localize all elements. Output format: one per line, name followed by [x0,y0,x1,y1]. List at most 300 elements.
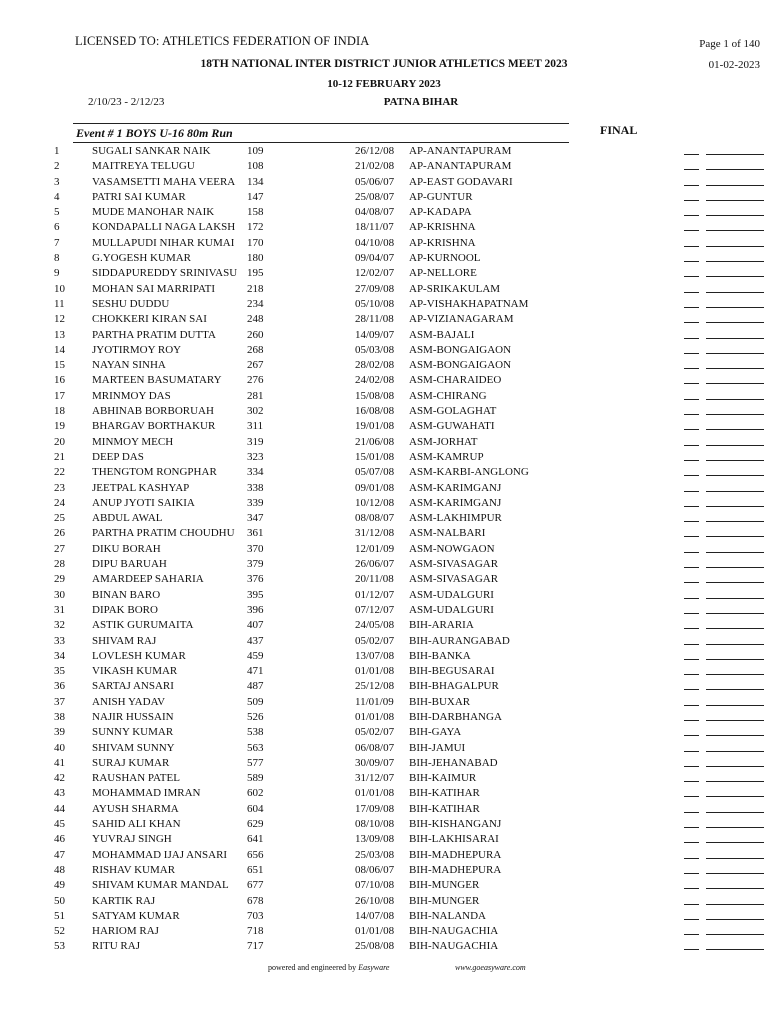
bib-number: 604 [247,802,264,815]
result-blank-long [706,858,764,859]
team-name: BIH-BHAGALPUR [409,680,499,693]
athlete-name: THENGTOM RONGPHAR [92,466,217,479]
result-blank-long [706,491,764,492]
date-of-birth: 13/07/08 [355,649,395,662]
date-of-birth: 01/01/08 [355,787,395,800]
table-row [0,557,768,572]
bib-number: 180 [247,252,264,265]
athlete-name: AYUSH SHARMA [92,802,179,815]
result-blank-short [684,475,699,476]
footer-brand: Easyware [358,963,390,972]
result-blank-long [706,215,764,216]
athlete-name: ANUP JYOTI SAIKIA [92,496,195,509]
result-blank-short [684,414,699,415]
result-blank-long [706,582,764,583]
date-of-birth: 28/11/08 [355,313,394,326]
bib-number: 717 [247,940,264,953]
date-of-birth: 26/06/07 [355,558,395,571]
result-blank-short [684,674,699,675]
row-number: 45 [54,818,65,831]
row-number: 21 [54,450,65,463]
table-row [0,542,768,557]
team-name: ASM-BAJALI [409,328,475,341]
table-row [0,802,768,817]
date-of-birth: 31/12/08 [355,527,395,540]
result-blank-short [684,353,699,354]
bib-number: 361 [247,527,264,540]
team-name: AP-KRISHNA [409,236,476,249]
date-of-birth: 27/09/08 [355,282,395,295]
team-name: AP-NELLORE [409,267,477,280]
bib-number: 589 [247,772,264,785]
row-number: 7 [54,236,60,249]
athlete-name: SHIVAM SUNNY [92,741,175,754]
athlete-name: MOHAN SAI MARRIPATI [92,282,216,295]
team-name: BIH-KATIHAR [409,802,480,815]
table-row [0,205,768,220]
footer-powered: powered and engineered by [268,963,357,972]
row-number: 46 [54,833,65,846]
athlete-name: SURAJ KUMAR [92,756,170,769]
result-blank-short [684,292,699,293]
date-of-birth: 18/11/07 [355,221,394,234]
date-of-birth: 08/06/07 [355,863,395,876]
table-row [0,389,768,404]
result-blank-short [684,705,699,706]
date-of-birth: 12/02/07 [355,267,395,280]
athlete-list [0,144,768,955]
result-blank-short [684,766,699,767]
result-blank-long [706,322,764,323]
row-number: 4 [54,190,60,203]
result-blank-long [706,230,764,231]
row-number: 22 [54,466,65,479]
athlete-name: KONDAPALLI NAGA LAKSH [92,221,236,234]
result-blank-long [706,598,764,599]
result-blank-short [684,200,699,201]
venue: PATNA BIHAR [383,96,459,108]
result-blank-long [706,475,764,476]
result-blank-short [684,613,699,614]
result-blank-long [706,552,764,553]
result-blank-long [706,460,764,461]
result-blank-short [684,399,699,400]
date-of-birth: 08/10/08 [355,818,395,831]
athlete-name: KARTIK RAJ [92,894,156,907]
bib-number: 395 [247,588,264,601]
team-name: BIH-KATIHAR [409,787,480,800]
row-number: 30 [54,588,65,601]
date-of-birth: 01/01/08 [355,710,395,723]
result-blank-long [706,292,764,293]
date-of-birth: 08/08/07 [355,512,395,525]
bib-number: 396 [247,603,264,616]
row-number: 29 [54,573,65,586]
team-name: ASM-UDALGURI [409,603,494,616]
row-number: 1 [54,145,60,157]
team-name: BIH-AURANGABAD [409,634,510,647]
bib-number: 347 [247,512,264,525]
table-row [0,756,768,771]
bib-number: 334 [247,466,264,479]
result-blank-short [684,215,699,216]
table-row [0,297,768,312]
bib-number: 108 [247,160,264,173]
bib-number: 526 [247,710,264,723]
athlete-name: MULLAPUDI NIHAR KUMAI [92,236,235,249]
table-row [0,266,768,281]
table-row [0,817,768,832]
result-blank-long [706,613,764,614]
athlete-name: DIPAK BORO [92,603,158,616]
bib-number: 147 [247,190,264,203]
date-of-birth: 04/08/07 [355,206,395,219]
team-name: BIH-MUNGER [409,894,480,907]
date-of-birth: 07/10/08 [355,879,395,892]
bib-number: 218 [247,282,264,295]
divider [73,123,569,124]
result-blank-long [706,154,764,155]
result-blank-short [684,598,699,599]
result-blank-long [706,307,764,308]
result-blank-short [684,322,699,323]
date-of-birth: 11/01/09 [355,695,394,708]
team-name: BIH-MADHEPURA [409,863,502,876]
row-number: 11 [54,297,65,310]
table-row [0,832,768,847]
date-of-birth: 13/09/08 [355,833,395,846]
result-blank-short [684,338,699,339]
team-name: BIH-KAIMUR [409,772,477,785]
result-blank-short [684,368,699,369]
license-text: LICENSED TO: ATHLETICS FEDERATION OF INDIA [75,34,370,48]
row-number: 2 [54,160,60,173]
table-row [0,618,768,633]
athlete-name: NAJIR HUSSAIN [92,710,174,723]
result-blank-long [706,842,764,843]
row-number: 36 [54,680,65,693]
table-row [0,695,768,710]
athlete-name: YUVRAJ SINGH [92,833,172,846]
table-row [0,465,768,480]
row-number: 14 [54,343,65,356]
bib-number: 487 [247,680,264,693]
result-blank-long [706,338,764,339]
row-number: 41 [54,756,65,769]
athlete-name: DEEP DAS [92,450,144,463]
athlete-name: ABHINAB BORBORUAH [92,405,214,418]
row-number: 12 [54,313,65,326]
team-name: BIH-MADHEPURA [409,848,502,861]
team-name: BIH-ARARIA [409,619,474,632]
table-row [0,634,768,649]
result-blank-short [684,307,699,308]
team-name: BIH-BANKA [409,649,471,662]
bib-number: 651 [247,863,264,876]
result-blank-short [684,429,699,430]
athlete-name: SUNNY KUMAR [92,726,174,739]
date-of-birth: 05/03/08 [355,343,395,356]
date-range: 2/10/23 - 2/12/23 [88,96,165,108]
result-blank-long [706,720,764,721]
team-name: BIH-JAMUI [409,741,466,754]
team-name: BIH-NAUGACHIA [409,940,499,953]
team-name: AP-EAST GODAVARI [409,175,513,188]
result-blank-short [684,858,699,859]
bib-number: 437 [247,634,264,647]
table-row [0,603,768,618]
result-blank-short [684,735,699,736]
bib-number: 641 [247,833,264,846]
row-number: 43 [54,787,65,800]
result-blank-long [706,919,764,920]
result-blank-long [706,812,764,813]
footer-credit [268,963,389,972]
row-number: 26 [54,527,65,540]
date-of-birth: 06/08/07 [355,741,395,754]
date-of-birth: 16/08/08 [355,405,395,418]
result-blank-short [684,628,699,629]
athlete-name: MOHAMMAD IMRAN [92,787,201,800]
athlete-name: PARTHA PRATIM DUTTA [92,328,216,341]
athlete-name: CHOKKERI KIRAN SAI [92,313,207,326]
row-number: 6 [54,221,60,234]
date-of-birth: 25/12/08 [355,680,395,693]
team-name: ASM-KARIMGANJ [409,496,502,509]
athlete-name: SARTAJ ANSARI [92,680,174,693]
date-of-birth: 07/12/07 [355,603,395,616]
row-number: 33 [54,634,65,647]
result-blank-short [684,644,699,645]
table-row [0,771,768,786]
table-row [0,863,768,878]
table-row [0,848,768,863]
date-of-birth: 15/01/08 [355,450,395,463]
athlete-name: RITU RAJ [92,940,140,953]
result-blank-long [706,506,764,507]
result-blank-short [684,460,699,461]
athlete-name: MOHAMMAD IJAJ ANSARI [92,848,228,861]
row-number: 34 [54,649,65,662]
athlete-name: PARTHA PRATIM CHOUDHU [92,527,235,540]
result-blank-long [706,567,764,568]
team-name: BIH-MUNGER [409,879,480,892]
athlete-name: ABDUL AWAL [92,512,163,525]
bib-number: 459 [247,649,264,662]
bib-number: 370 [247,542,264,555]
result-blank-long [706,766,764,767]
row-number: 51 [54,909,65,922]
result-blank-long [706,200,764,201]
athlete-name: DIKU BORAH [92,542,161,555]
bib-number: 379 [247,558,264,571]
athlete-name: ANISH YADAV [92,695,166,708]
row-number: 13 [54,328,65,341]
athlete-name: SATYAM KUMAR [92,909,180,922]
row-number: 23 [54,481,65,494]
athlete-name: BHARGAV BORTHAKUR [92,420,216,433]
result-blank-long [706,873,764,874]
result-blank-short [684,552,699,553]
result-blank-short [684,383,699,384]
date-of-birth: 19/01/08 [355,420,395,433]
row-number: 40 [54,741,65,754]
bib-number: 339 [247,496,264,509]
team-name: ASM-NOWGAON [409,542,495,555]
table-row [0,358,768,373]
team-name: ASM-NALBARI [409,527,486,540]
result-blank-short [684,812,699,813]
table-row [0,725,768,740]
result-blank-long [706,414,764,415]
date-of-birth: 05/06/07 [355,175,395,188]
result-blank-long [706,521,764,522]
bib-number: 577 [247,756,264,769]
meet-title: 18TH NATIONAL INTER DISTRICT JUNIOR ATHLETICS MEET 2023 [200,58,568,70]
bib-number: 267 [247,359,264,372]
team-name: ASM-SIVASAGAR [409,558,499,571]
date-of-birth: 26/10/08 [355,894,395,907]
table-row [0,909,768,924]
result-blank-long [706,383,764,384]
table-row [0,190,768,205]
result-blank-long [706,368,764,369]
team-name: ASM-BONGAIGAON [409,359,512,372]
result-blank-short [684,185,699,186]
table-row [0,175,768,190]
table-row [0,496,768,511]
date-of-birth: 01/12/07 [355,588,395,601]
table-row [0,236,768,251]
athlete-name: VIKASH KUMAR [92,665,178,678]
page-number: Page 1 of 140 [699,38,760,50]
result-blank-short [684,230,699,231]
row-number: 3 [54,175,60,188]
bib-number: 718 [247,925,264,938]
team-name: ASM-CHARAIDEO [409,374,502,387]
row-number: 47 [54,848,65,861]
result-blank-long [706,888,764,889]
result-blank-short [684,888,699,889]
team-name: AP-VIZIANAGARAM [409,313,514,326]
result-blank-short [684,521,699,522]
row-number: 18 [54,405,65,418]
row-number: 42 [54,772,65,785]
row-number: 39 [54,726,65,739]
bib-number: 602 [247,787,264,800]
result-blank-short [684,567,699,568]
athlete-name: MARTEEN BASUMATARY [92,374,222,387]
team-name: AP-ANANTAPURAM [409,160,512,173]
result-blank-short [684,491,699,492]
date-of-birth: 05/07/08 [355,466,395,479]
athlete-name: G.YOGESH KUMAR [92,252,192,265]
athlete-name: JEETPAL KASHYAP [92,481,190,494]
result-blank-long [706,827,764,828]
date-of-birth: 05/02/07 [355,726,395,739]
result-blank-short [684,689,699,690]
bib-number: 677 [247,879,264,892]
bib-number: 172 [247,221,264,234]
athlete-name: SESHU DUDDU [92,297,170,310]
row-number: 27 [54,542,65,555]
team-name: ASM-BONGAIGAON [409,343,512,356]
result-blank-short [684,506,699,507]
bib-number: 302 [247,405,264,418]
result-blank-short [684,261,699,262]
result-blank-long [706,934,764,935]
date-of-birth: 26/12/08 [355,145,395,157]
date-of-birth: 14/09/07 [355,328,395,341]
result-blank-short [684,919,699,920]
bib-number: 170 [247,236,264,249]
table-row [0,159,768,174]
result-blank-long [706,751,764,752]
team-name: BIH-LAKHISARAI [409,833,499,846]
team-name: AP-KADAPA [409,206,472,219]
date-of-birth: 24/02/08 [355,374,395,387]
bib-number: 338 [247,481,264,494]
table-row [0,251,768,266]
bib-number: 134 [247,175,264,188]
table-row [0,328,768,343]
bib-number: 281 [247,389,264,402]
table-row [0,526,768,541]
team-name: ASM-SIVASAGAR [409,573,499,586]
row-number: 49 [54,879,65,892]
bib-number: 268 [247,343,264,356]
date-of-birth: 24/05/08 [355,619,395,632]
athlete-name: MAITREYA TELUGU [92,160,195,173]
athlete-name: AMARDEEP SAHARIA [92,573,204,586]
row-number: 48 [54,863,65,876]
result-blank-short [684,827,699,828]
bib-number: 158 [247,206,264,219]
row-number: 32 [54,619,65,632]
result-blank-long [706,781,764,782]
bib-number: 538 [247,726,264,739]
result-blank-short [684,796,699,797]
table-row [0,649,768,664]
bib-number: 629 [247,818,264,831]
round-label: FINAL [600,123,638,137]
result-blank-short [684,169,699,170]
print-date: 01-02-2023 [708,59,760,71]
result-blank-long [706,674,764,675]
bib-number: 563 [247,741,264,754]
result-blank-short [684,934,699,935]
team-name: AP-KRISHNA [409,221,476,234]
row-number: 50 [54,894,65,907]
team-name: BIH-NALANDA [409,909,486,922]
athlete-name: RAUSHAN PATEL [92,772,180,785]
athlete-name: SAHID ALI KHAN [92,818,181,831]
result-blank-short [684,659,699,660]
athlete-name: BINAN BARO [92,588,161,601]
result-blank-long [706,904,764,905]
table-row [0,878,768,893]
date-of-birth: 09/04/07 [355,252,395,265]
team-name: BIH-JEHANABAD [409,756,498,769]
table-row [0,572,768,587]
bib-number: 311 [247,420,264,433]
result-blank-short [684,276,699,277]
bib-number: 234 [247,297,264,310]
result-blank-long [706,735,764,736]
result-blank-long [706,628,764,629]
table-row [0,282,768,297]
meet-dates: 10-12 FEBRUARY 2023 [327,78,441,90]
